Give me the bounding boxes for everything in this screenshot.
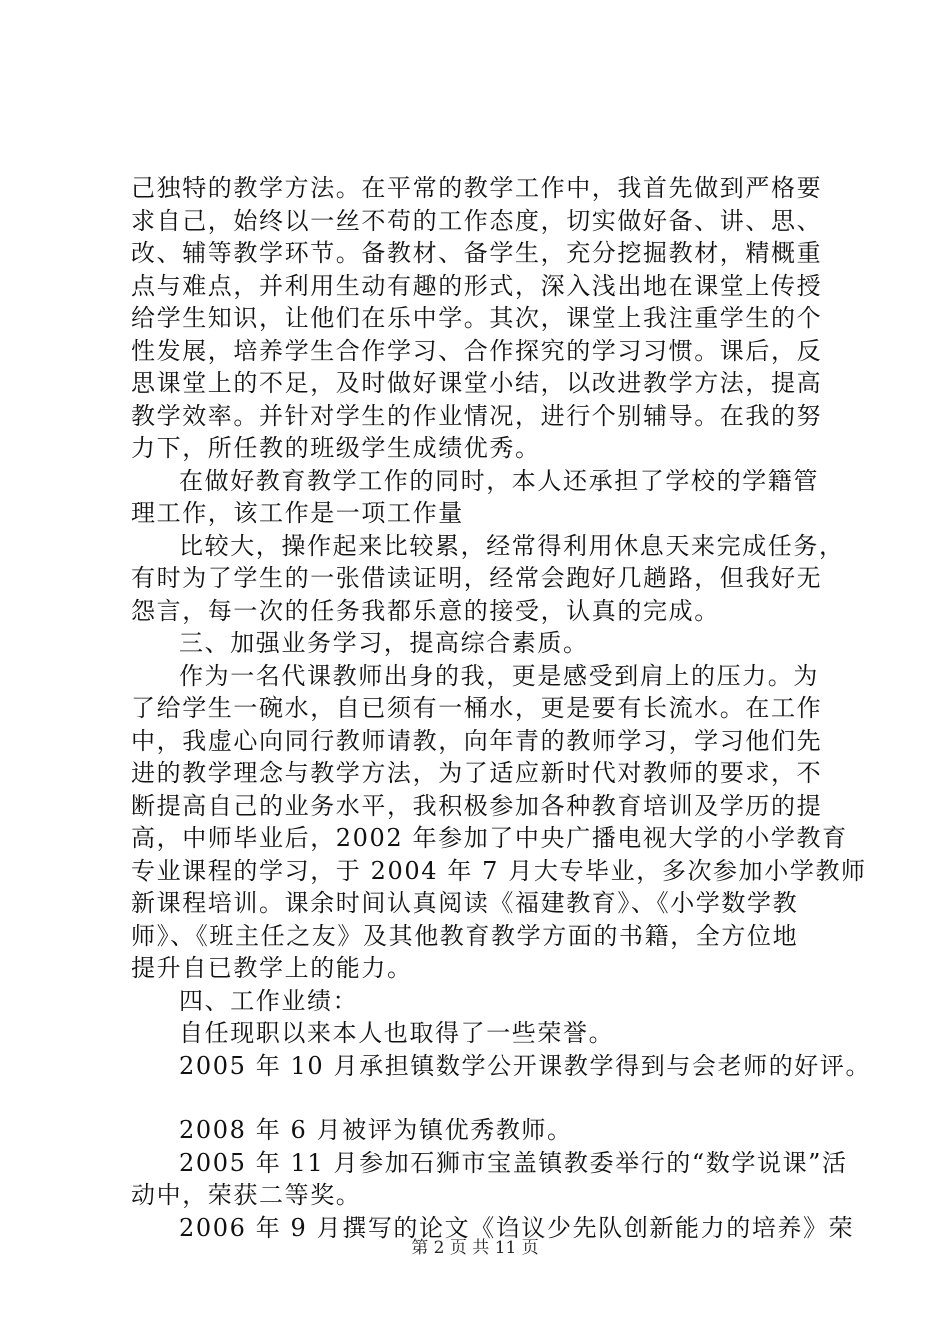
award-line: 2006 年 9 月撰写的论文《诌议少先队创新能力的培养》荣 bbox=[179, 1213, 855, 1242]
paragraph-start-line: 自任现职以来本人也取得了一些荣誉。 bbox=[179, 1019, 615, 1047]
paragraph-start-line: 在做好教育教学工作的同时，本人还承担了学校的学籍管 bbox=[179, 466, 819, 495]
paragraph-start-line: 比较大，操作起来比较累，经常得利用休息天来完成任务， bbox=[179, 531, 845, 560]
section-heading: 三、加强业务学习，提高综合素质。 bbox=[179, 629, 589, 657]
body-line: 有时为了学生的一张借读证明，经常会跑好几趟路，但我好无 bbox=[131, 564, 823, 592]
body-line: 怨言，每一次的任务我都乐意的接受，认真的完成。 bbox=[131, 596, 720, 625]
award-line: 2008 年 6 月被评为镇优秀教师。 bbox=[179, 1116, 573, 1144]
body-line: 给学生知识，让他们在乐中学。其次，课堂上我注重学生的个 bbox=[131, 304, 823, 332]
body-line: 性发展，培养学生合作学习、合作探究的学习习惯。课后，反 bbox=[131, 336, 823, 365]
body-line: 专业课程的学习，于 2004 年 7 月大专毕业，多次参加小学教师 bbox=[131, 856, 867, 885]
body-line: 求自己，始终以一丝不苟的工作态度，切实做好备、讲、思、 bbox=[131, 206, 823, 235]
body-line: 己独特的教学方法。在平常的教学工作中，我首先做到严格要 bbox=[131, 174, 823, 202]
award-line: 2005 年 11 月参加石狮市宝盖镇教委举行的“数学说课”活 bbox=[179, 1148, 848, 1177]
body-line: 了给学生一碗水，自已须有一桶水，更是要有长流水。在工作 bbox=[131, 694, 823, 722]
body-line: 新课程培训。课余时间认真阅读《福建教育》、《小学数学教 bbox=[131, 889, 799, 917]
body-line: 力下，所任教的班级学生成绩优秀。 bbox=[131, 434, 541, 462]
body-line: 进的教学理念与教学方法，为了适应新时代对教师的要求，不 bbox=[131, 759, 823, 787]
section-heading: 四、工作业绩： bbox=[179, 986, 359, 1015]
award-line: 2005 年 10 月承担镇数学公开课教学得到与会老师的好评。 bbox=[179, 1051, 872, 1080]
body-line: 改、辅等教学环节。备教材、备学生，充分挖掘教材，精概重 bbox=[131, 239, 823, 267]
page-number-footer: 第 2 页 共 11 页 bbox=[411, 1238, 539, 1258]
body-line: 动中，荣获二等奖。 bbox=[131, 1181, 362, 1209]
body-line: 提升自已教学上的能力。 bbox=[131, 954, 413, 982]
body-line: 思课堂上的不足，及时做好课堂小结，以改进教学方法，提高 bbox=[131, 369, 823, 397]
body-line: 教学效率。并针对学生的作业情况，进行个别辅导。在我的努 bbox=[131, 401, 823, 430]
body-line: 理工作，该工作是一项工作量 bbox=[131, 499, 464, 527]
body-line: 断提高自己的业务水平，我积极参加各种教育培训及学历的提 bbox=[131, 791, 823, 820]
body-line: 点与难点，并利用生动有趣的形式，深入浅出地在课堂上传授 bbox=[131, 271, 823, 300]
paragraph-start-line: 作为一名代课教师出身的我，更是感受到肩上的压力。为 bbox=[179, 661, 819, 690]
document-body bbox=[131, 172, 872, 1244]
blank-line bbox=[131, 1082, 831, 1114]
body-line: 高，中师毕业后，2002 年参加了中央广播电视大学的小学教育 bbox=[131, 824, 848, 852]
body-line: 中，我虚心向同行教师请教，向年青的教师学习，学习他们先 bbox=[131, 726, 823, 755]
body-line: 师》、《班主任之友》及其他教育教学方面的书籍，全方位地 bbox=[131, 921, 799, 950]
